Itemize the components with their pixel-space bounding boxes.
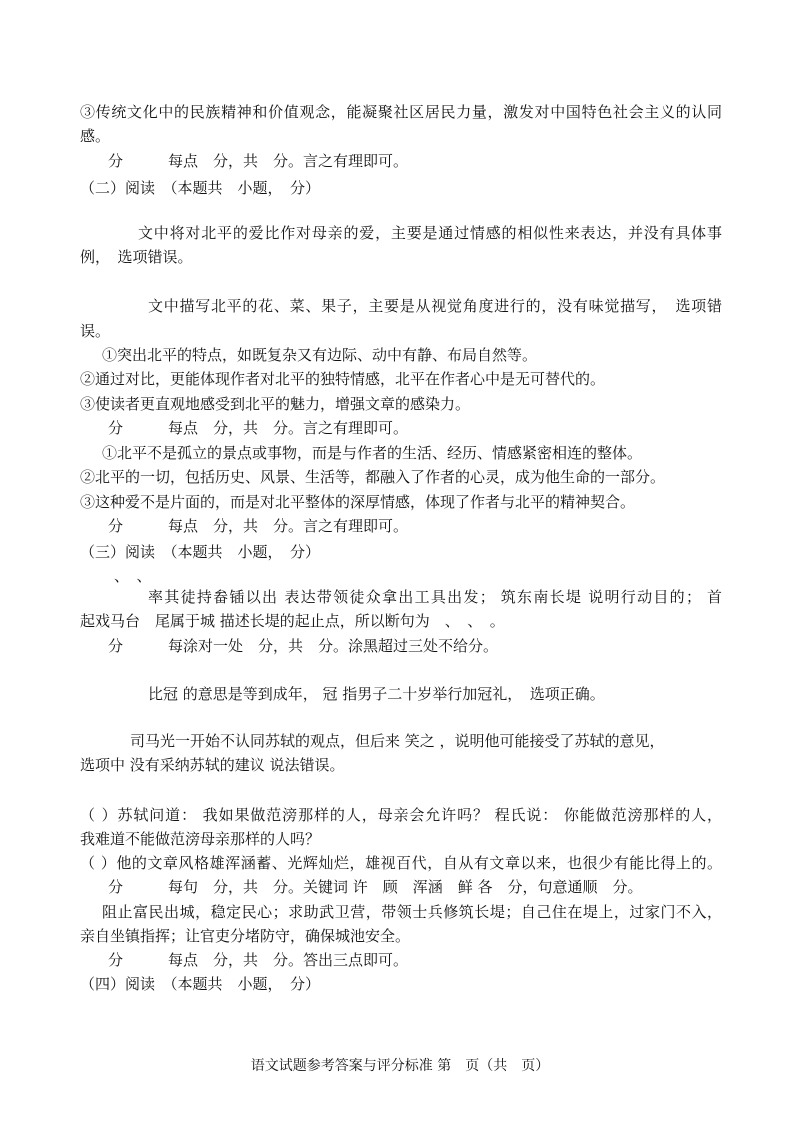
text-line: 选项中 没有采纳苏轼的建议 说法错误。 bbox=[80, 756, 345, 774]
text-line: ②北平的一切，包括历史、风景、生活等，都融入了作者的心灵，成为他生命的一部分。 bbox=[80, 468, 666, 486]
section-heading: （二）阅读 （本题共 小题， 分） bbox=[80, 179, 321, 197]
scoring-line: 分 每涂对一处 分，共 分。涂黑超过三处不给分。 bbox=[108, 637, 499, 655]
scoring-line: 分 每点 分，共 分。答出三点即可。 bbox=[108, 951, 409, 969]
text-line: 误。 bbox=[80, 322, 111, 340]
text-line: 起戏马台 尾属于城 描述长堤的起止点，所以断句为 、 、 。 bbox=[80, 612, 505, 630]
text-line: ②通过对比，更能体现作者对北平的独特情感，北平在作者心中是无可替代的。 bbox=[80, 370, 606, 388]
scoring-line: 分 每点 分，共 分。言之有理即可。 bbox=[108, 517, 409, 535]
section-heading: （四）阅读 （本题共 小题， 分） bbox=[80, 975, 321, 993]
text-line: ③这种爱不是片面的，而是对北平整体的深厚情感，体现了作者与北平的精神契合。 bbox=[80, 493, 636, 511]
scoring-line: 分 每点 分，共 分。言之有理即可。 bbox=[108, 152, 409, 170]
text-line: 文中将对北平的爱比作对母亲的爱，主要是通过情感的相似性来表达，并没有具体事 bbox=[138, 224, 722, 242]
text-line: 文中描写北平的花、菜、果子，主要是从视觉角度进行的，没有味觉描写， 选项错 bbox=[148, 297, 722, 315]
section-heading: （三）阅读 （本题共 小题， 分） bbox=[80, 543, 321, 561]
text-line: ③使读者更直观地感受到北平的魅力，增强文章的感染力。 bbox=[80, 395, 471, 413]
text-line: （ ）他的文章风格雄浑涵蓄、光辉灿烂，雄视百代，自从有文章以来，也很少有能比得上的。 bbox=[80, 854, 722, 872]
text-line: 感。 bbox=[80, 127, 111, 145]
text-line: 阻止富民出城，稳定民心；求助武卫营，带领士兵修筑长堤；自己住在堤上，过家门不入， bbox=[102, 903, 722, 921]
text-line: ③传统文化中的民族精神和价值观念，能凝聚社区居民力量，激发对中国特色社会主义的认同 bbox=[80, 103, 722, 121]
text-line: 、 、 bbox=[114, 567, 152, 585]
scoring-line: 分 每句 分，共 分。关键词 许 顾 浑涵 鲜 各 分，句意通顺 分。 bbox=[108, 878, 643, 896]
text-line: 我难道不能做范滂母亲那样的人吗？ bbox=[80, 830, 321, 848]
text-line: 比冠 的意思是等到成年， 冠 指男子二十岁举行加冠礼， 选项正确。 bbox=[148, 685, 605, 703]
text-line: 例， 选项错误。 bbox=[80, 248, 193, 266]
text-line: ①突出北平的特点，如既复杂又有边际、动中有静、布局自然等。 bbox=[102, 346, 538, 364]
text-line: 率其徒持畚锸以出 表达带领徒众拿出工具出发； 筑东南长堤 说明行动目的； 首 bbox=[148, 588, 722, 606]
scoring-line: 分 每点 分，共 分。言之有理即可。 bbox=[108, 419, 409, 437]
page-footer: 语文试题参考答案与评分标准 第 页（共 页） bbox=[250, 1058, 550, 1074]
text-line: 司马光一开始不认同苏轼的观点，但后来 笑之 ，说明他可能接受了苏轼的意见， bbox=[130, 732, 665, 750]
text-line: （ ）苏轼问道： 我如果做范滂那样的人，母亲会允许吗？ 程氏说： 你能做范滂那样的人， bbox=[80, 806, 722, 824]
text-line: ①北平不是孤立的景点或事物，而是与作者的生活、经历、情感紧密相连的整体。 bbox=[102, 444, 643, 462]
text-line: 亲自坐镇指挥；让官吏分堵防守，确保城池安全。 bbox=[80, 927, 411, 945]
